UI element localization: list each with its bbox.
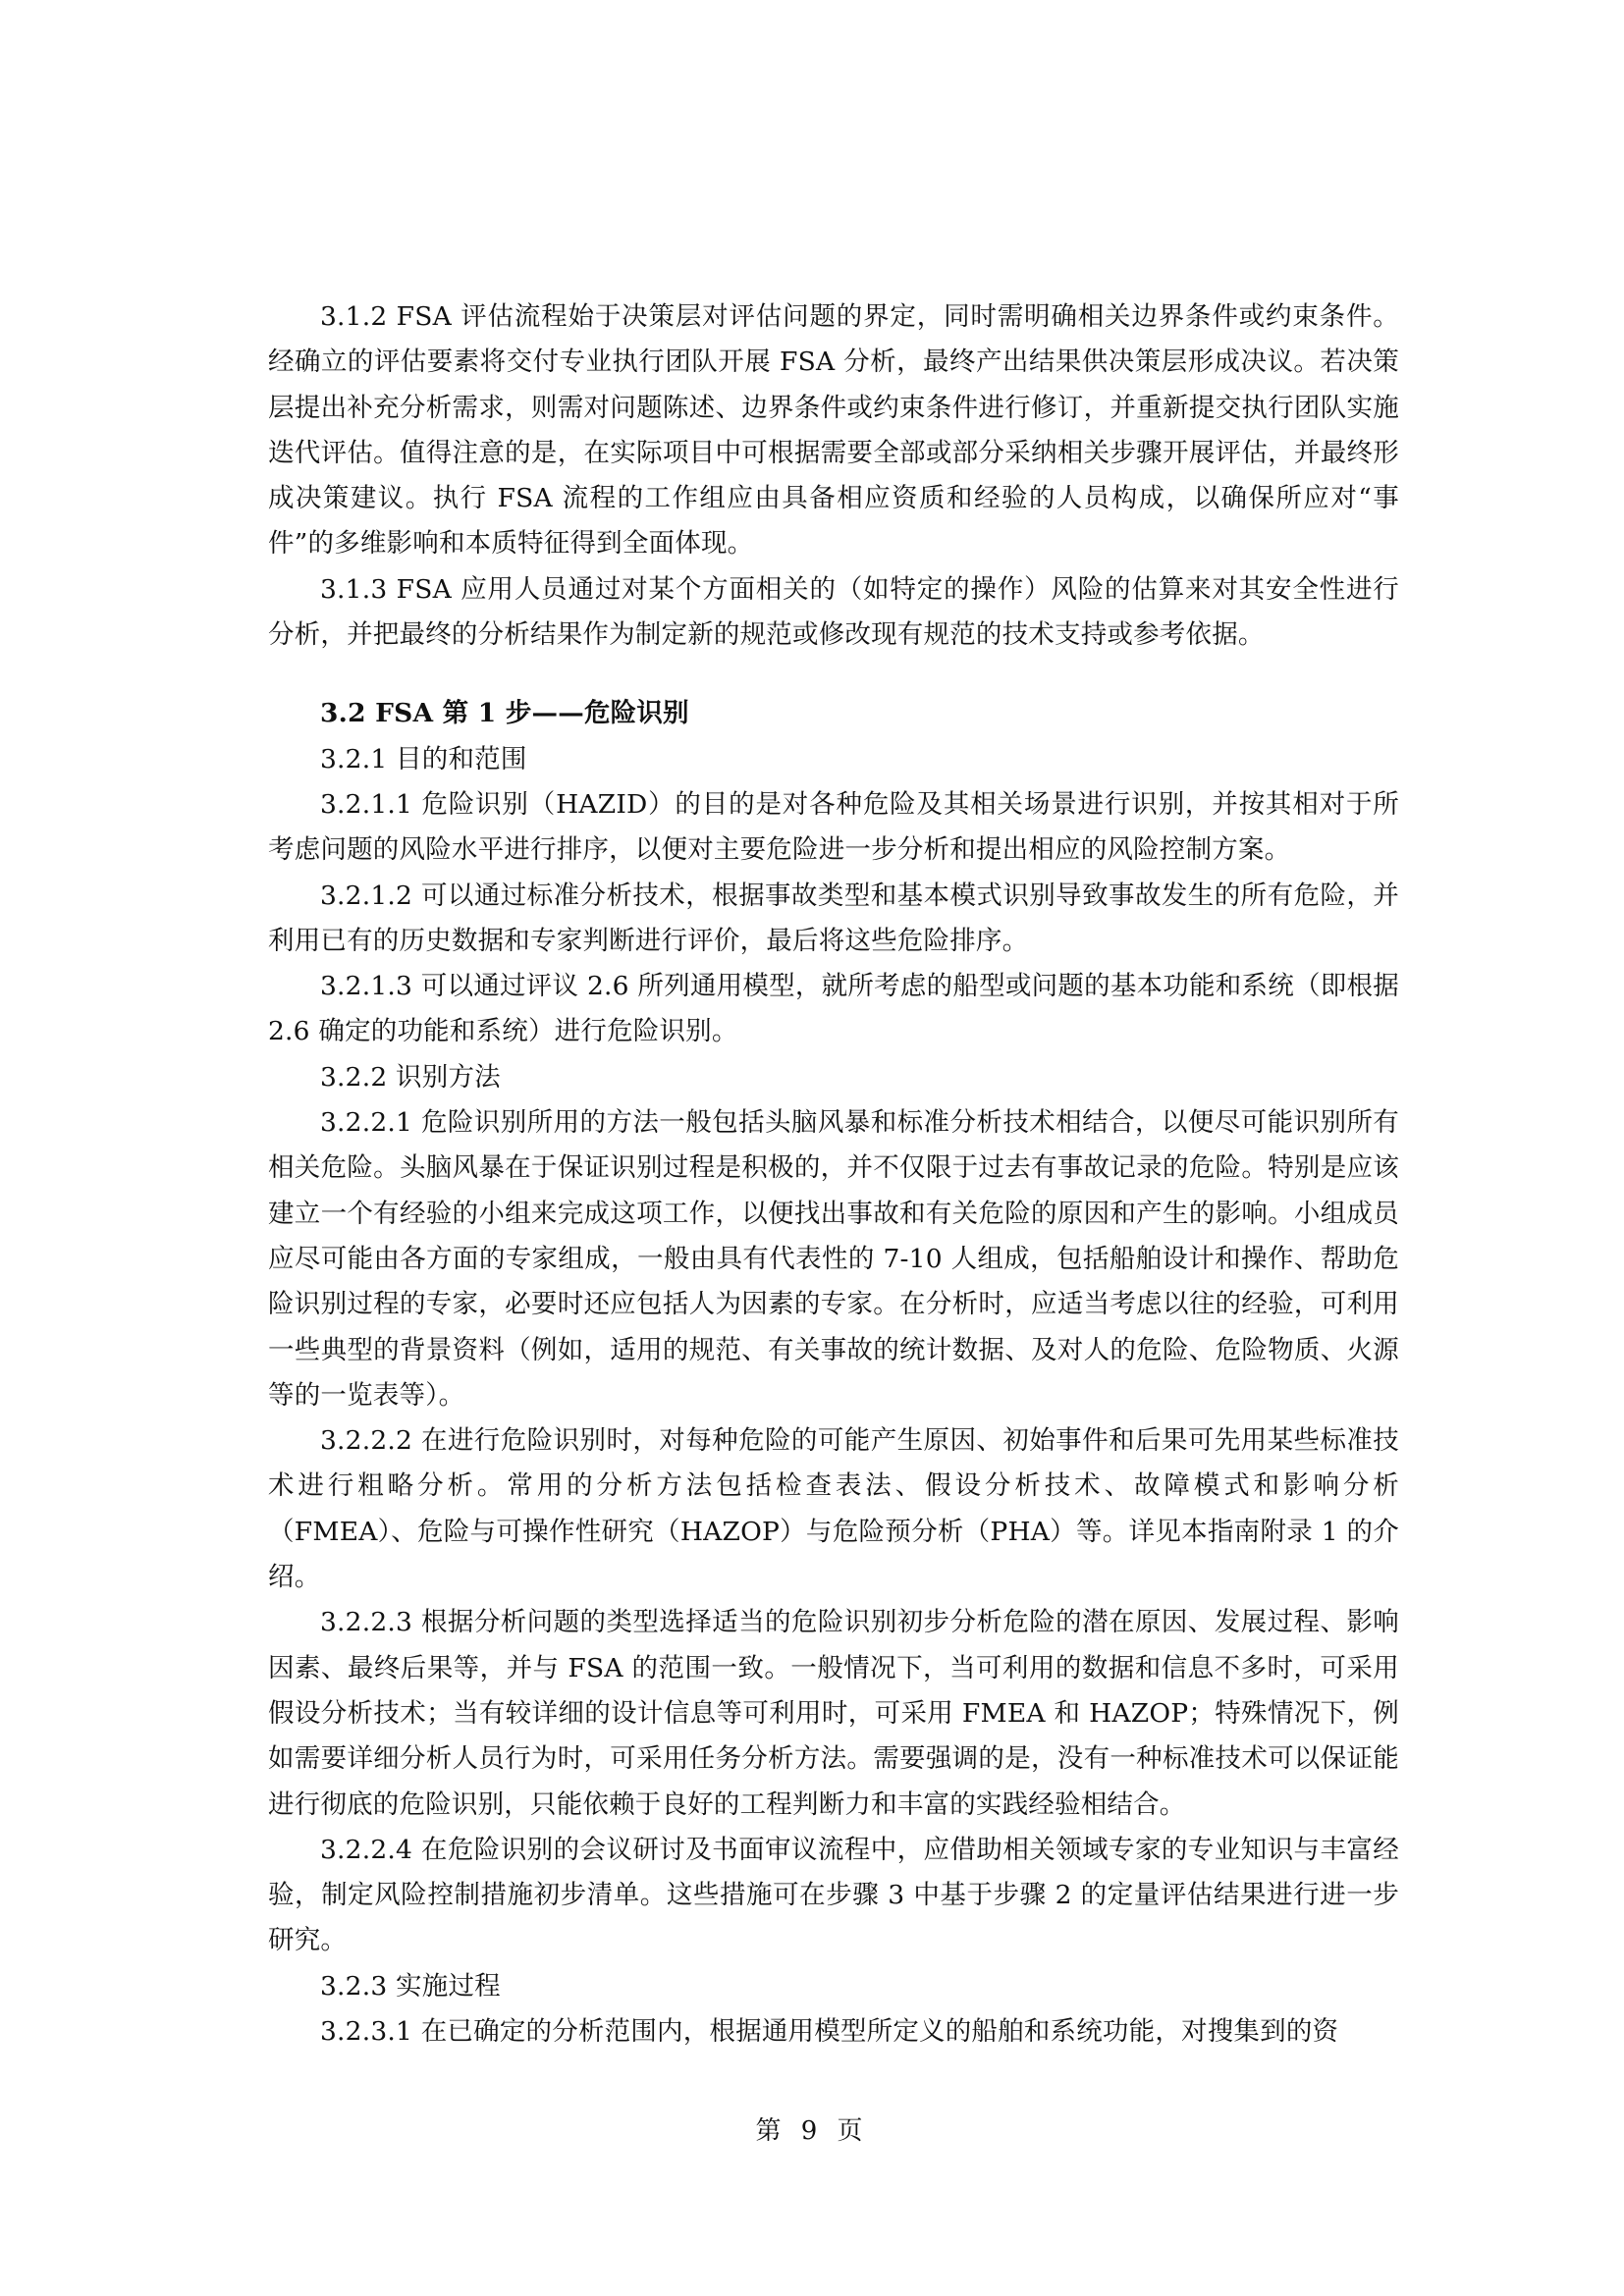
paragraph-3-2-1-1: 3.2.1.1 危险识别（HAZID）的目的是对各种危险及其相关场景进行识别，并按其相对于所考虑问题的风险水平进行排序，以便对主要危险进一步分析和提出相应的风险控制方案。 <box>268 788 1399 866</box>
paragraph-3-1-3: 3.1.3 FSA 应用人员通过对某个方面相关的（如特定的操作）风险的估算来对其安全性进行分析，并把最终的分析结果作为制定新的规范或修改现有规范的技术支持或参考依据。 <box>268 573 1399 651</box>
page-body <box>268 294 1399 2055</box>
paragraph-3-2-2-4: 3.2.2.4 在危险识别的会议研讨及书面审议流程中，应借助相关领域专家的专业知识与丰富经验，制定风险控制措施初步清单。这些措施可在步骤 3 中基于步骤 2 的定量评估结果进行进一步研究。 <box>268 1834 1399 1956</box>
paragraph-3-2-1-2: 3.2.1.2 可以通过标准分析技术，根据事故类型和基本模式识别导致事故发生的所有危险，并利用已有的历史数据和专家判断进行评价，最后将这些危险排序。 <box>268 880 1399 956</box>
sub-heading-3-2-3: 3.2.3 实施过程 <box>320 1970 501 2002</box>
section-heading-3-2: 3.2 FSA 第 1 步——危险识别 <box>320 698 689 729</box>
paragraph-3-2-2-2: 3.2.2.2 在进行危险识别时，对每种危险的可能产生原因、初始事件和后果可先用某些标准技术进行粗略分析。常用的分析方法包括检查表法、假设分析技术、故障模式和影响分析（FMEA）、危险与可操作性研究（HAZOP）与危险预分析（PHA）等。详见本指南附录 1 的介绍。 <box>268 1425 1399 1593</box>
paragraph-3-1-2: 3.1.2 FSA 评估流程始于决策层对评估问题的界定，同时需明确相关边界条件或约束条件。经确立的评估要素将交付专业执行团队开展 FSA 分析，最终产出结果供决策层形成决议。若决策层提出补充分析需求，则需对问题陈述、边界条件或约束条件进行修订，并重新提交执行团队实施迭代评估。值得注意的是，在实际项目中可根据需要全部或部分采纳相关步骤开展评估，并最终形成决策建议。执行 FSA 流程的工作组应由具备相应资质和经验的人员构成，以确保所应对“事件”的多维影响和本质特征得到全面体现。 <box>268 301 1399 560</box>
paragraph-3-2-3-1: 3.2.3.1 在已确定的分析范围内，根据通用模型所定义的船舶和系统功能，对搜集到的资 <box>320 2015 1339 2047</box>
paragraph-3-2-2-3: 3.2.2.3 根据分析问题的类型选择适当的危险识别初步分析危险的潜在原因、发展过程、影响因素、最终后果等，并与 FSA 的范围一致。一般情况下，当可利用的数据和信息不多时，可采用假设分析技术；当有较详细的设计信息等可利用时，可采用 FMEA 和 HAZOP；特殊情况下，例如需要详细分析人员行为时，可采用任务分析方法。需要强调的是，没有一种标准技术可以保证能进行彻底的危险识别，只能依赖于良好的工程判断力和丰富的实践经验相结合。 <box>268 1607 1399 1820</box>
sub-heading-3-2-1: 3.2.1 目的和范围 <box>320 743 527 774</box>
sub-heading-3-2-2: 3.2.2 识别方法 <box>320 1061 501 1093</box>
page-number: 第 9 页 <box>755 2116 869 2146</box>
paragraph-3-2-2-1: 3.2.2.1 危险识别所用的方法一般包括头脑风暴和标准分析技术相结合，以便尽可能识别所有相关危险。头脑风暴在于保证识别过程是积极的，并不仅限于过去有事故记录的危险。特别是应该建立一个有经验的小组来完成这项工作，以便找出事故和有关危险的原因和产生的影响。小组成员应尽可能由各方面的专家组成，一般由具有代表性的 7-10 人组成，包括船舶设计和操作、帮助危险识别过程的专家，必要时还应包括人为因素的专家。在分析时，应适当考虑以往的经验，可利用一些典型的背景资料（例如，适用的规范、有关事故的统计数据、及对人的危险、危险物质、火源等的一览表等）。 <box>268 1107 1399 1411</box>
paragraph-3-2-1-3: 3.2.1.3 可以通过评议 2.6 所列通用模型，就所考虑的船型或问题的基本功能和系统（即根据 2.6 确定的功能和系统）进行危险识别。 <box>268 971 1399 1047</box>
